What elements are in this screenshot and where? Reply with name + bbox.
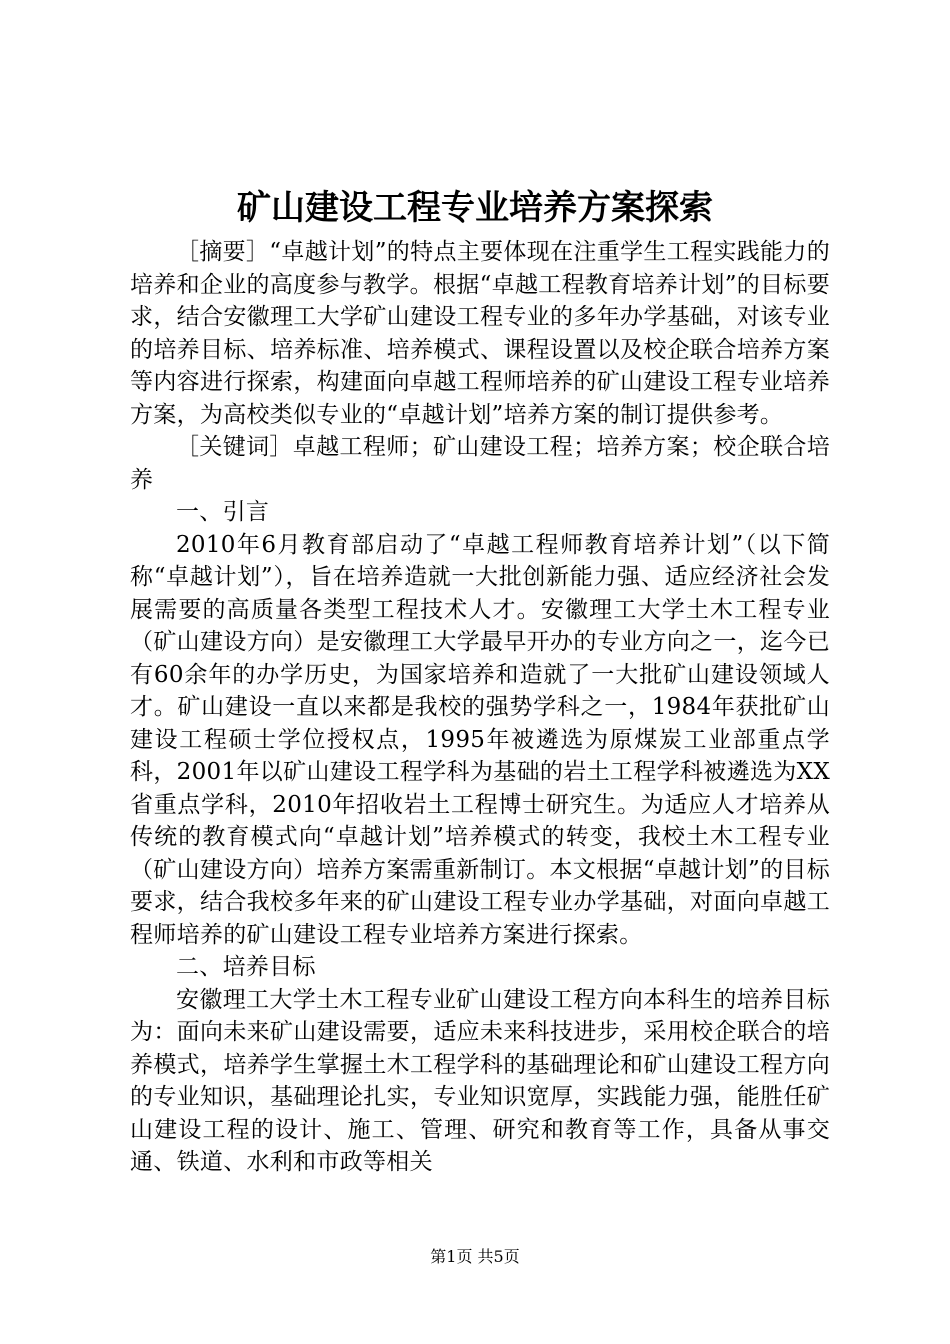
- introduction-paragraph: 2010年6月教育部启动了“卓越工程师教育培养计划”（以下简称“卓越计划”），旨在培养造就一大批创新能力强、适应经济社会发展需要的高质量各类型工程技术人才。安徽理工大学土木工程专业（矿山建设方向）是安徽理工大学最早开办的专业方向之一，迄今已有60余年的办学历史，为国家培养和造就了一大批矿山建设领域人才。矿山建设一直以来都是我校的强势学科之一，1984年获批矿山建设工程硕士学位授权点，1995年被遴选为原煤炭工业部重点学科，2001年以矿山建设工程学科为基础的岩土工程学科被遴选为XX省重点学科，2010年招收岩土工程博士研究生。为适应人才培养从传统的教育模式向“卓越计划”培养模式的转变，我校土木工程专业（矿山建设方向）培养方案需重新制订。本文根据“卓越计划”的目标要求，结合我校多年来的矿山建设工程专业办学基础，对面向卓越工程师培养的矿山建设工程专业培养方案进行探索。: [130, 531, 830, 948]
- section-heading-introduction: 一、引言: [176, 499, 270, 525]
- abstract-paragraph: ［摘要］“卓越计划”的特点主要体现在注重学生工程实践能力的培养和企业的高度参与教学。根据“卓越工程教育培养计划”的目标要求，结合安徽理工大学矿山建设工程专业的多年办学基础，对该专业的培养目标、培养标准、培养模式、课程设置以及校企联合培养方案等内容进行探索，构建面向卓越工程师培养的矿山建设工程专业培养方案，为高校类似专业的“卓越计划”培养方案的制订提供参考。: [130, 239, 830, 428]
- document-body: [130, 236, 830, 1179]
- section-heading-training-objectives: 二、培养目标: [176, 954, 316, 980]
- page-footer: 第1页 共5页: [430, 1247, 520, 1266]
- keywords-paragraph: ［关键词］卓越工程师；矿山建设工程；培养方案；校企联合培养: [130, 434, 830, 493]
- training-objectives-paragraph: 安徽理工大学土木工程专业矿山建设工程方向本科生的培养目标为：面向未来矿山建设需要，适应未来科技进步，采用校企联合的培养模式，培养学生掌握土木工程学科的基础理论和矿山建设工程方向的专业知识，基础理论扎实，专业知识宽厚，实践能力强，能胜任矿山建设工程的设计、施工、管理、研究和教育等工作，具备从事交通、铁道、水利和市政等相关: [130, 986, 830, 1175]
- document-title: 矿山建设工程专业培养方案探索: [237, 188, 713, 228]
